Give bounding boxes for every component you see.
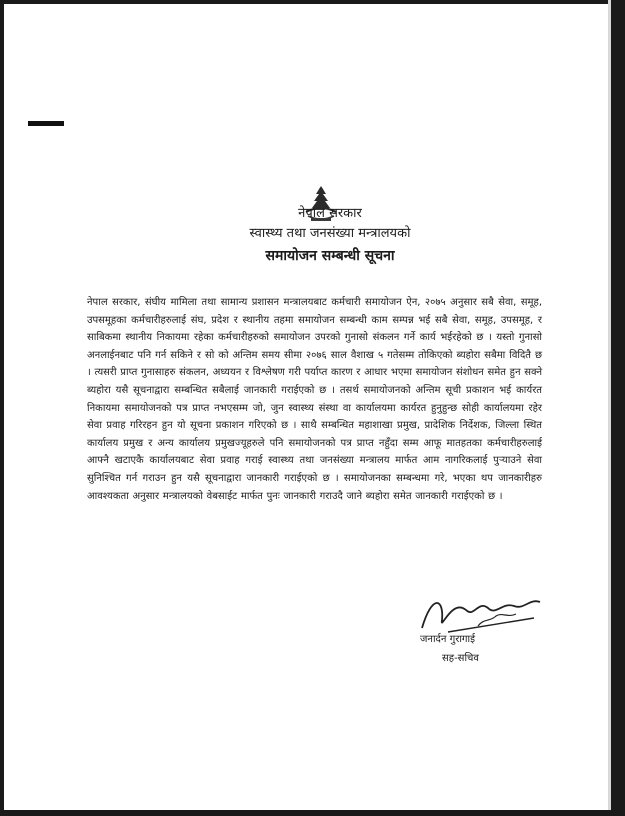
ministry-title: स्वास्थ्य तथा जनसंख्या मन्त्रालयको <box>249 226 411 241</box>
margin-mark <box>28 121 64 126</box>
scan-edge-left <box>0 0 4 816</box>
signatory-name: जनार्दन गुरागाई <box>420 634 476 645</box>
signatory-title: सह-सचिव <box>442 653 479 664</box>
notice-body: नेपाल सरकार, संघीय मामिला तथा सामान्य प्रशासन मन्त्रालयबाट कर्मचारी समायोजन ऐन, २०७५ अनुसार सबै सेवा, समूह, उपसमूहका कर्मचारीहरुलाई संघ, प्रदेश र स्थानीय तहमा समायोजन सम्बन्धी काम सम्पन्न भई सबै सेवा, समूह, उपसमूह, र साबिकमा स्थानीय निकायमा रहेका कर्मचारीहरुको समायोजन उपरको गुनासो संकलन गर्ने कार्य भईरहेको छ । यस्तो गुनासो अनलाईनबाट पनि गर्न सकिने र सो को अन्तिम समय सीमा २०७६ साल वैशाख ५ गतेसम्म तोकिएको ब्यहोरा सबैमा विदितै छ । त्यसरी प्राप्त गुनासाहरु संकलन, अध्ययन र विश्लेषण गरी पर्याप्त कारण र आधार भएमा समायोजन संशोधन समेत हुन सक्ने ब्यहोरा यसै सूचनाद्वारा सम्बन्धित सबैलाई जानकारी गराईएको छ । तसर्थ समायोजनको अन्तिम सूची प्रकाशन भई कार्यरत निकायमा समायोजनको पत्र प्राप्त नभएसम्म जो, जुन स्वास्थ्य संस्था वा कार्यालयमा कार्यरत हुनुहुन्छ सोही कार्यालयमा रहेर सेवा प्रवाह गरिरहन हुन यो सूचना प्रकाशन गरिएको छ । साथै सम्बन्धित महाशाखा प्रमुख, प्रादेशिक निर्देशक, जिल्ला स्थित कार्यालय प्रमुख र अन्य कार्यालय प्रमुखज्यूहरुले पनि समायोजनको पत्र प्राप्त नहुँदा सम्म आफू मातहतका कर्मचारीहरुलाई आफ्नै खटाएकै कार्यालयबाट सेवा प्रवाह गराई स्वास्थ्य तथा जनसंख्या मन्त्रालय मार्फत आम नागरिकलाई पुर्‍याउने सेवा सुनिश्चित गर्न गराउन हुन यसै सूचनाद्वारा जानकारी गराईएको छ । समायोजनका सम्बन्धमा गरे, भएका थप जानकारीहरु आवश्यकता अनुसार मन्त्रालयको वेबसाईट मार्फत पुनः जानकारी गराउदै जाने ब्यहोरा समेत जानकारी गराईएको छ । <box>87 297 542 502</box>
scan-edge-top <box>0 0 625 4</box>
government-title: नेपाल सरकार <box>298 206 362 221</box>
scan-edge-right <box>611 0 625 816</box>
notice-subject: समायोजन सम्बन्धी सूचना <box>265 248 395 264</box>
scan-edge-bottom <box>0 810 625 816</box>
